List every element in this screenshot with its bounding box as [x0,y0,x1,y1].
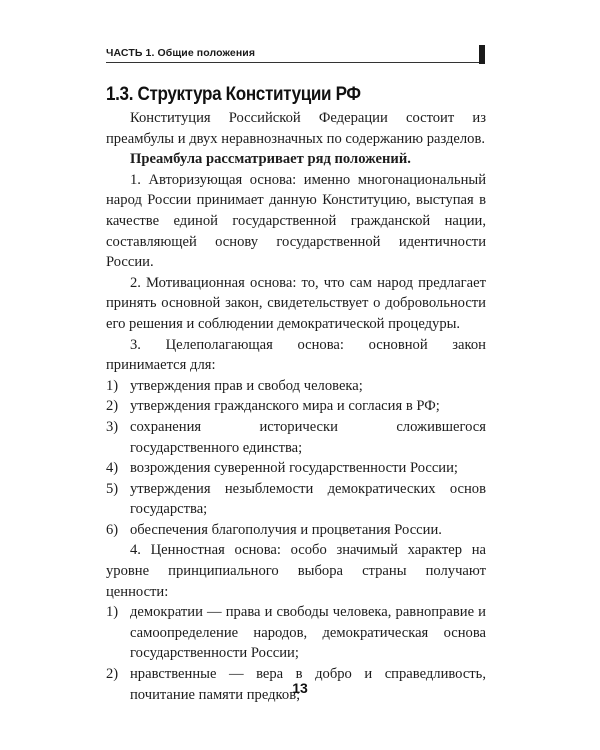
list-item-number: 2) [106,666,119,683]
body-text [106,108,486,705]
section-title: 1.3. Структура Конституции РФ [106,84,361,105]
paragraph-motivational: 2. Мотивационная основа: то, что сам народ предлагает принять основной закон, свидетельствует о добровольности его решения и соблюдении демократической процедуры. [106,274,486,332]
list-item-text: утверждения прав и свобод человека; [130,377,363,394]
header-rule [106,62,482,63]
list-item-text: возрождения суверенной государственности России; [130,460,458,477]
list-item-number: 5) [106,480,119,497]
list-item [106,458,486,479]
list-item-number: 1) [106,604,119,621]
preamble-heading: Преамбула рассматривает ряд положений. [130,151,411,168]
page-number: 13 [292,680,308,696]
list-item-text: утверждения незыблемости демократических основ государства; [130,480,486,518]
list-item-text: демократии — права и свободы человека, равноправие и самоопределение народов, демократическая основа государственности России; [130,604,486,662]
paragraph-goal-setting: 3. Целеполагающая основа: основной закон принимается для: [106,336,486,374]
list-item-text: сохранения исторически сложившегося государственного единства; [130,418,486,456]
list-item-number: 4) [106,460,119,477]
list-item [106,520,486,541]
list-item [106,417,486,458]
paragraph-value: 4. Ценностная основа: особо значимый характер на уровне принципиального выбора страны получают ценности: [106,542,486,600]
goals-list [106,376,486,541]
list-item [106,376,486,397]
list-item [106,479,486,520]
list-item-number: 3) [106,418,119,435]
running-header: ЧАСТЬ 1. Общие положения [106,47,256,59]
header-marker-block [479,45,485,64]
intro-paragraph: Конституция Российской Федерации состоит из преамбулы и двух неравнозначных по содержанию разделов. [106,110,486,147]
list-item-text: нравственные — вера в добро и справедливость, почитание памяти предков; [130,666,486,703]
list-item-text: обеспечения благополучия и процветания России. [130,521,442,538]
list-item [106,396,486,417]
list-item-number: 6) [106,521,119,538]
list-item-text: утверждения гражданского мира и согласия в РФ; [130,398,440,415]
list-item-number: 2) [106,398,119,415]
list-item-number: 1) [106,377,119,394]
list-item [106,602,486,664]
paragraph-authorizing: 1. Авторизующая основа: именно многонациональный народ России принимает данную Конституцию, выступая в качестве единой государственной гражданской нации, составляющей основу государственной идентичности России. [106,171,486,271]
